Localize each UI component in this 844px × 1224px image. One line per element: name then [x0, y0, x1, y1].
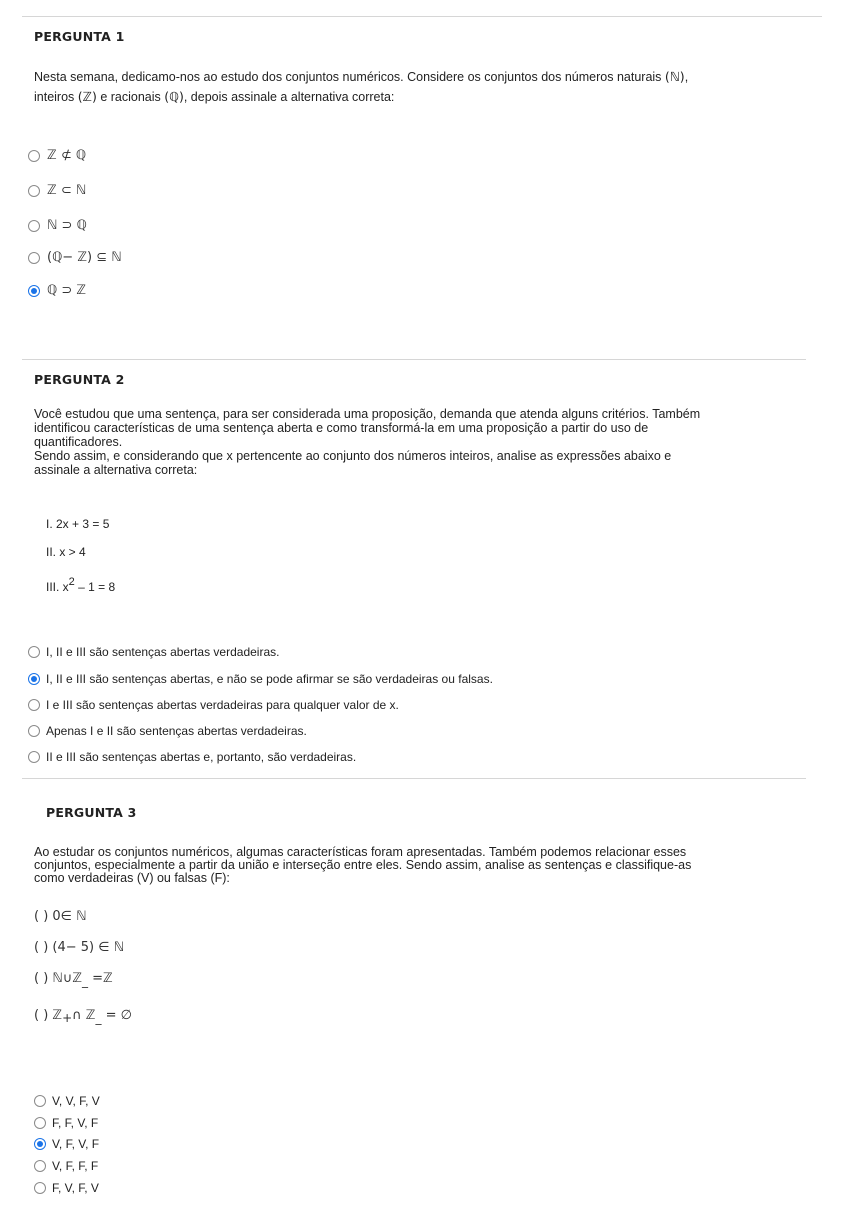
q2-statement-3: III. $x^2 - 1 = 8$ [46, 576, 116, 594]
question-2-divider [22, 359, 806, 360]
q3-option-a-label: V, V, F, V [52, 1094, 100, 1108]
q2-option-a-radio[interactable] [28, 646, 40, 658]
q2-option-e[interactable] [28, 750, 356, 764]
q3-option-c[interactable] [34, 1137, 99, 1151]
q1-option-d-radio[interactable] [28, 252, 40, 264]
q2-option-b-radio[interactable] [28, 673, 40, 685]
question-2-text [34, 407, 824, 477]
q2-option-d-label: Apenas I e II são sentenças abertas verdadeiras. [46, 724, 307, 738]
q1-option-e[interactable] [28, 283, 86, 298]
question-3-title: PERGUNTA 3 [46, 805, 137, 820]
q3-statement-1: ( ) 0∈ ℕ [34, 909, 87, 924]
q2-statement-2: II. x > 4 [46, 545, 86, 559]
q3-option-e-label: F, V, F, V [52, 1181, 99, 1195]
q3-option-c-label: V, F, V, F [52, 1137, 100, 1151]
q3-option-b[interactable] [34, 1116, 98, 1130]
q3-option-e-radio[interactable] [34, 1182, 46, 1194]
q2-text-line-2: identificou características de uma sentença aberta e como transformá-la em uma proposição a partir do uso de [34, 421, 649, 435]
q1-option-b[interactable] [28, 183, 86, 198]
q2-option-e-label: II e III são sentenças abertas e, portanto, são verdadeiras. [46, 750, 357, 764]
q3-text-line-3: como verdadeiras (V) ou falsas (F): [34, 871, 230, 885]
q3-option-d-radio[interactable] [34, 1160, 46, 1172]
q1-option-d-label: (ℚ− ℤ) ⊆ ℕ [47, 250, 122, 265]
q3-option-e[interactable] [34, 1181, 99, 1195]
q3-statement-3: ( ) ℕ∪ℤ$_{\_}$ =ℤ [34, 971, 113, 988]
q2-option-e-radio[interactable] [28, 751, 40, 763]
question-3-text [34, 846, 834, 885]
q3-statement-2: ( ) (4− 5) ∈ ℕ [34, 940, 125, 955]
q2-option-c[interactable] [28, 698, 399, 712]
q3-option-a-radio[interactable] [34, 1095, 46, 1107]
q1-option-e-radio[interactable] [28, 285, 40, 297]
q2-option-a-label: I, II e III são sentenças abertas verdadeiras. [46, 645, 280, 659]
q3-statement-4: ( ) ℤ$_+$∩ ℤ$_{\_}$ = ∅ [34, 1008, 132, 1025]
q2-option-b-label: I, II e III são sentenças abertas, e não se pode afirmar se são verdadeiras ou falsas. [46, 672, 493, 686]
question-1-title: PERGUNTA 1 [34, 29, 125, 44]
q1-option-c[interactable] [28, 218, 87, 233]
q2-statement-1: I. 2x + 3 = 5 [46, 517, 110, 531]
q2-text-line-3: quantificadores. [34, 435, 123, 449]
q1-option-a-label: ℤ ⊄ ℚ [47, 148, 87, 163]
q3-option-d[interactable] [34, 1159, 98, 1173]
q2-option-c-radio[interactable] [28, 699, 40, 711]
q3-option-b-label: F, F, V, F [52, 1116, 99, 1130]
q2-option-b[interactable] [28, 672, 493, 686]
q1-option-c-radio[interactable] [28, 220, 40, 232]
q2-option-c-label: I e III são sentenças abertas verdadeiras para qualquer valor de x. [46, 698, 399, 712]
q1-option-d[interactable] [28, 250, 122, 265]
q1-option-a[interactable] [28, 148, 86, 163]
q1-option-e-label: ℚ ⊃ ℤ [47, 283, 87, 298]
q3-option-a[interactable] [34, 1094, 100, 1108]
question-3-divider [22, 778, 806, 779]
question-2-title: PERGUNTA 2 [34, 372, 125, 387]
q2-text-line-5: assinale a alternativa correta: [34, 463, 198, 477]
q2-option-d-radio[interactable] [28, 725, 40, 737]
q2-text-line-1: Você estudou que uma sentença, para ser considerada uma proposição, demanda que atenda alguns critérios. Também [34, 407, 701, 421]
q3-option-b-radio[interactable] [34, 1117, 46, 1129]
q3-option-c-radio[interactable] [34, 1138, 46, 1150]
q3-text-line-2: conjuntos, especialmente a partir da união e interseção entre eles. Sendo assim, analise as sentenças e classifique-as [34, 858, 692, 872]
question-1-text: Nesta semana, dedicamo-nos ao estudo dos conjuntos numéricos. Considere os conjuntos dos números naturais (ℕ), inteiros (ℤ) e racionais (ℚ), depois assinale a alternativa correta: [34, 69, 689, 104]
q1-option-a-radio[interactable] [28, 150, 40, 162]
q3-option-d-label: V, F, F, F [52, 1159, 99, 1173]
q2-option-a[interactable] [28, 645, 279, 659]
q1-option-c-label: ℕ ⊃ ℚ [47, 218, 87, 233]
q1-option-b-radio[interactable] [28, 185, 40, 197]
q2-option-d[interactable] [28, 724, 307, 738]
question-1-divider [22, 16, 822, 17]
q2-text-line-4: Sendo assim, e considerando que x pertencente ao conjunto dos números inteiros, analise as expressões abaixo e [34, 449, 672, 463]
q1-option-b-label: ℤ ⊂ ℕ [47, 183, 87, 198]
q3-text-line-1: Ao estudar os conjuntos numéricos, algumas características foram apresentadas. Também podemos relacionar esses [34, 845, 687, 859]
